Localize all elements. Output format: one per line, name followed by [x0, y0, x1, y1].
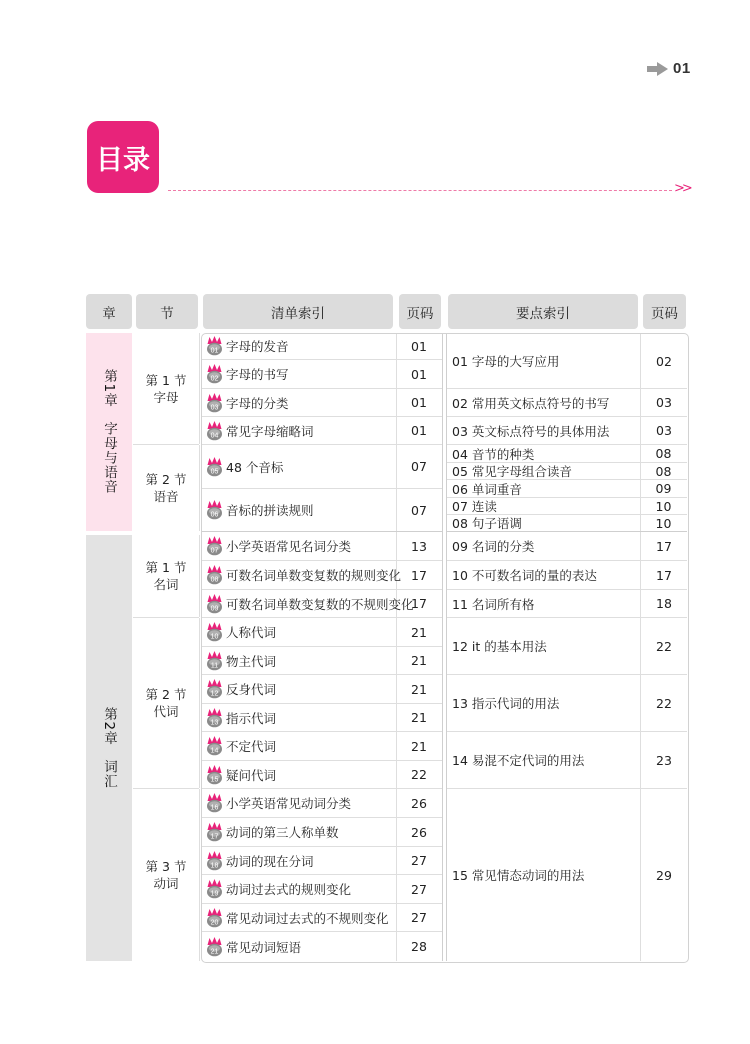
list-item-page: 21 [411, 738, 427, 754]
section-label: 第 2 节 [145, 687, 187, 702]
header-key-index: 要点索引 [448, 294, 638, 329]
section-label: 第 1 节 [145, 372, 187, 388]
list-item-text: 常见动词短语 [226, 939, 302, 955]
list-item-text: 常见动词过去式的不规则变化 [226, 910, 389, 926]
svg-text:20: 20 [210, 919, 219, 926]
list-item [202, 761, 396, 788]
key-point: 02 常用英文标点符号的书写 [452, 395, 610, 411]
key-point: 07 连读 [452, 499, 497, 514]
key-point: 03 英文标点符号的具体用法 [452, 423, 610, 439]
list-item-page: 21 [411, 624, 427, 640]
chapter-name: 字母与语音 [101, 422, 117, 495]
svg-text:10: 10 [210, 633, 219, 641]
list-item-page: 17 [411, 567, 427, 583]
key-point-page: 10 [655, 515, 672, 531]
list-item-text: 字母的分类 [226, 395, 289, 411]
list-item-text: 指示代词 [226, 710, 277, 726]
list-item [202, 704, 396, 731]
header-chapter: 章 [86, 294, 132, 329]
key-point-page: 03 [656, 423, 672, 438]
section-name: 动词 [153, 876, 179, 891]
key-point: 10 不可数名词的量的表达 [452, 568, 597, 583]
header-page-1: 页码 [399, 294, 441, 329]
number-badge-icon [206, 765, 223, 785]
list-item-page: 27 [411, 853, 427, 868]
svg-text:16: 16 [210, 804, 219, 812]
list-item-page: 21 [411, 653, 427, 668]
svg-text:02: 02 [210, 375, 219, 383]
number-badge-icon [206, 937, 223, 957]
list-item-page: 01 [411, 366, 427, 382]
number-badge-icon [206, 736, 223, 756]
section-cell [133, 445, 200, 531]
list-item-page: 13 [411, 538, 427, 554]
number-badge-icon [206, 908, 223, 928]
number-badge-icon [206, 393, 223, 413]
section-divider [133, 788, 199, 789]
list-item [202, 360, 396, 388]
svg-text:19: 19 [210, 890, 219, 898]
list-item-page: 22 [411, 767, 427, 782]
chapter-label: 第2章 [101, 707, 117, 746]
title-divider [168, 190, 672, 191]
key-point: 05 常见字母组合读音 [452, 464, 572, 479]
list-item-text: 常见字母缩略词 [226, 423, 314, 439]
key-point-page: 22 [656, 638, 672, 654]
header-page-2: 页码 [643, 294, 686, 329]
page-number: 01 [673, 60, 691, 77]
list-item-page: 01 [411, 423, 427, 438]
key-point: 12 it 的基本用法 [452, 639, 547, 654]
key-point: 14 易混不定代词的用法 [452, 753, 585, 768]
key-point: 15 常见情态动词的用法 [452, 868, 585, 883]
key-point: 13 指示代词的用法 [452, 696, 560, 711]
list-item [202, 818, 396, 846]
number-badge-icon [206, 879, 223, 899]
key-point-row [448, 463, 687, 479]
list-item-text: 字母的书写 [226, 367, 289, 382]
list-item [202, 789, 396, 817]
list-item [202, 417, 396, 444]
list-item [202, 647, 396, 674]
list-item-text: 人称代词 [226, 625, 277, 640]
list-item [202, 445, 396, 488]
number-badge-icon [206, 679, 223, 699]
number-badge-icon [206, 536, 223, 556]
number-badge-icon [206, 622, 223, 642]
list-item-text: 动词的第三人称单数 [226, 825, 339, 840]
svg-text:07: 07 [210, 547, 219, 555]
section-name: 名词 [153, 577, 179, 592]
svg-text:01: 01 [210, 347, 219, 355]
section-name: 语音 [153, 489, 179, 504]
list-item-text: 不定代词 [226, 739, 277, 754]
svg-text:05: 05 [210, 468, 219, 475]
list-item-page: 07 [411, 502, 427, 518]
number-badge-icon [206, 457, 223, 477]
number-badge-icon [206, 851, 223, 871]
list-item-page: 07 [411, 459, 427, 474]
key-point: 06 单词重音 [452, 481, 522, 497]
svg-text:13: 13 [210, 719, 219, 726]
list-item [202, 561, 402, 589]
key-point-page: 02 [656, 353, 672, 369]
svg-text:11: 11 [210, 662, 219, 669]
chapter-label: 第1章 [101, 369, 117, 409]
list-item-text: 可数名词单数变复数的规则变化 [226, 568, 402, 583]
list-item-page: 26 [411, 795, 427, 811]
list-item-page: 21 [411, 681, 427, 697]
list-item-text: 物主代词 [226, 653, 277, 669]
section-name: 代词 [153, 704, 179, 719]
list-item-text: 疑问代词 [226, 767, 277, 783]
list-item-page: 01 [411, 338, 427, 354]
key-point: 11 名词所有格 [452, 596, 535, 612]
page-title: 目录 [87, 121, 159, 193]
number-badge-icon [206, 822, 223, 842]
column-divider [446, 334, 447, 961]
key-point: 08 句子语调 [452, 516, 522, 531]
svg-text:17: 17 [210, 833, 219, 841]
list-item-text: 小学英语常见动词分类 [226, 796, 352, 811]
list-item [202, 732, 396, 760]
list-item [202, 532, 396, 560]
key-point-row [448, 515, 687, 531]
section-divider [133, 444, 199, 445]
list-item-text: 动词过去式的规则变化 [226, 882, 352, 897]
key-point-page: 29 [656, 867, 672, 883]
list-item [202, 618, 396, 646]
svg-text:12: 12 [210, 690, 219, 698]
chapter-1 [86, 333, 132, 531]
key-point: 09 名词的分类 [452, 539, 535, 554]
list-item-text: 可数名词单数变复数的不规则变化 [226, 596, 414, 612]
list-item-text: 动词的现在分词 [226, 853, 314, 869]
list-item [202, 590, 414, 617]
key-point: 01 字母的大写应用 [452, 354, 560, 369]
section-cell [133, 333, 200, 444]
svg-text:06: 06 [210, 511, 219, 519]
svg-text:08: 08 [210, 576, 219, 584]
number-badge-icon [206, 364, 223, 384]
list-item [202, 875, 396, 903]
number-badge-icon [206, 594, 223, 614]
key-point: 04 音节的种类 [452, 446, 535, 462]
key-point-page: 22 [656, 695, 672, 711]
section-name: 字母 [153, 389, 179, 405]
key-point-page: 18 [656, 596, 672, 611]
chapter-name: 词汇 [101, 759, 117, 789]
list-item [202, 489, 396, 531]
list-item [202, 904, 396, 931]
section-label: 第 2 节 [145, 472, 187, 487]
key-point-page: 23 [656, 752, 672, 768]
list-item-page: 27 [411, 881, 427, 897]
section-divider [133, 617, 199, 618]
key-point-page: 08 [655, 446, 672, 461]
list-item-page: 26 [411, 824, 427, 840]
key-point-page: 08 [655, 463, 672, 479]
key-point-row [448, 498, 687, 514]
list-item-page: 17 [411, 596, 427, 611]
number-badge-icon [206, 421, 223, 441]
list-item-text: 小学英语常见名词分类 [226, 539, 352, 554]
list-item [202, 333, 396, 359]
list-item [202, 847, 396, 874]
section-label: 第 3 节 [145, 859, 187, 874]
list-item-page: 01 [411, 395, 427, 410]
list-item-page: 28 [411, 939, 427, 954]
section-cell [133, 789, 200, 961]
number-badge-icon [206, 565, 223, 585]
svg-text:14: 14 [210, 747, 219, 755]
section-cell [133, 535, 200, 617]
key-point-page: 17 [656, 538, 672, 554]
list-item-page: 21 [411, 710, 427, 725]
chapter-2 [86, 535, 132, 961]
key-point-page: 09 [655, 481, 672, 496]
svg-text:04: 04 [210, 432, 219, 439]
number-badge-icon [206, 651, 223, 671]
number-badge-icon [206, 793, 223, 813]
list-item [202, 932, 396, 961]
key-point-page: 17 [656, 567, 672, 583]
header-list-index: 清单索引 [203, 294, 393, 329]
header-section: 节 [136, 294, 198, 329]
list-item-text: 48 个音标 [226, 459, 284, 475]
svg-text:15: 15 [210, 776, 219, 783]
number-badge-icon [206, 336, 223, 356]
number-badge-icon [206, 708, 223, 728]
list-item [202, 675, 396, 703]
key-point-page: 03 [656, 395, 672, 410]
list-item [202, 389, 396, 416]
list-item-text: 音标的拼读规则 [226, 503, 314, 518]
column-divider [442, 334, 443, 961]
key-point-row [448, 445, 687, 462]
arrow-right-icon [647, 62, 668, 76]
key-point-page: 10 [655, 498, 672, 514]
page-number-marker [647, 60, 691, 77]
section-cell [133, 618, 200, 788]
section-label: 第 1 节 [145, 560, 187, 575]
svg-text:18: 18 [210, 862, 219, 869]
svg-text:09: 09 [210, 605, 219, 612]
number-badge-icon [206, 500, 223, 520]
svg-text:21: 21 [210, 948, 219, 955]
svg-text:03: 03 [210, 404, 219, 411]
list-item-text: 字母的发音 [226, 339, 289, 354]
list-item-text: 反身代词 [226, 682, 277, 697]
key-point-row [448, 480, 687, 497]
double-chevron-icon: >> [674, 181, 690, 196]
list-item-page: 27 [411, 910, 427, 925]
